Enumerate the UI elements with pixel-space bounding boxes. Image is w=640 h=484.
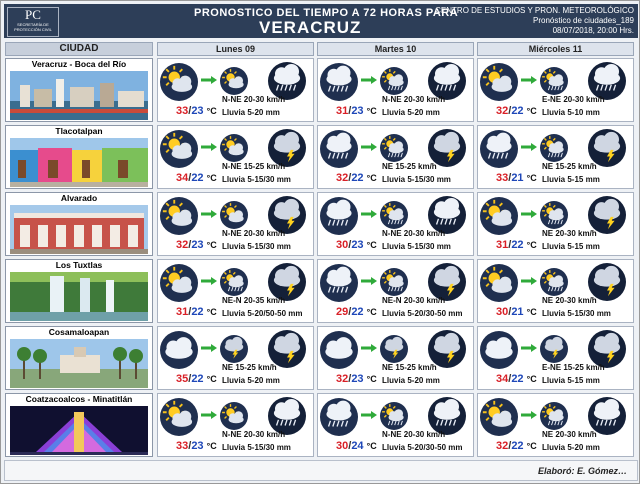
rain-forecast: Lluvia 5-15 mm — [542, 175, 600, 184]
day-header-3: Miércoles 11 — [477, 42, 634, 56]
temp-max: 32 — [496, 440, 509, 452]
sun-cloud-rain-icon — [540, 134, 568, 162]
temperature: 31/22 °C — [496, 239, 537, 251]
temperature: 32/22 °C — [336, 172, 377, 184]
wind-arrow-icon — [521, 210, 537, 218]
city-cell — [5, 125, 153, 189]
day-forecast-cell — [157, 393, 314, 457]
temp-min: 22 — [191, 172, 204, 184]
temp-unit: °C — [366, 173, 377, 183]
rain-forecast: Lluvia 5-15 mm — [542, 242, 600, 251]
wind-arrow-icon — [361, 143, 377, 151]
header-bar — [4, 4, 638, 38]
temp-unit: °C — [526, 173, 537, 183]
day-forecast-cell — [317, 259, 474, 323]
temp-unit: °C — [206, 173, 217, 183]
wind-forecast: E-NE 15-25 km/h — [542, 363, 605, 372]
wind-arrow-icon — [521, 411, 537, 419]
sun-cloud-rain-icon — [220, 268, 248, 296]
temp-min: 22 — [511, 440, 524, 452]
day-forecast-cell — [157, 125, 314, 189]
sun-cloud-rain-icon — [540, 402, 568, 430]
logo-subtext: SECRETARÍA DE PROTECCIÓN CIVIL — [14, 22, 52, 32]
wind-arrow-icon — [361, 277, 377, 285]
temp-unit: °C — [526, 106, 537, 116]
sun-cloud-rain-icon — [380, 402, 408, 430]
temperature: 35/22 °C — [176, 373, 217, 385]
temp-max: 31 — [496, 239, 509, 251]
city-name: Cosamaloapan — [48, 327, 110, 337]
sun-cloud-icon — [160, 130, 198, 168]
sun-cloud-icon — [220, 402, 248, 430]
city-name: Tlacotalpan — [55, 126, 103, 136]
sun-cloud-icon — [220, 134, 248, 162]
temp-min: 23 — [351, 105, 364, 117]
day-forecast-cell — [157, 259, 314, 323]
temp-unit: °C — [366, 374, 377, 384]
city-name: Alvarado — [60, 193, 98, 203]
temp-unit: °C — [366, 106, 377, 116]
temp-unit: °C — [526, 374, 537, 384]
temp-unit: °C — [206, 374, 217, 384]
cloud-rain-icon — [320, 130, 358, 168]
temp-unit: °C — [366, 307, 377, 317]
wind-arrow-icon — [521, 277, 537, 285]
temp-unit: °C — [206, 441, 217, 451]
day-forecast-cell — [157, 58, 314, 122]
temp-max: 31 — [336, 105, 349, 117]
temperature: 34/22 °C — [176, 172, 217, 184]
day-forecast-cell — [317, 192, 474, 256]
rain-forecast: Lluvia 5-10 mm — [542, 108, 600, 117]
day-forecast-cell — [317, 58, 474, 122]
temperature: 33/21 °C — [496, 172, 537, 184]
wind-arrow-icon — [361, 76, 377, 84]
author-credit: Elaboró: E. Gómez… — [537, 466, 627, 476]
temp-unit: °C — [526, 240, 537, 250]
wind-forecast: NE 15-25 km/h — [382, 363, 437, 372]
city-name: Veracruz - Boca del Río — [31, 59, 127, 69]
wind-forecast: NE 15-25 km/h — [542, 162, 597, 171]
city-cell — [5, 393, 153, 457]
temp-min: 23 — [191, 105, 204, 117]
temp-min: 23 — [191, 239, 204, 251]
wind-arrow-icon — [521, 344, 537, 352]
temperature: 31/23 °C — [336, 105, 377, 117]
sun-cloud-icon — [220, 201, 248, 229]
temperature: 30/23 °C — [336, 239, 377, 251]
temp-unit: °C — [366, 441, 377, 451]
wind-forecast: N-NE 20-30 km/h — [382, 430, 446, 439]
sun-cloud-rain-icon — [380, 268, 408, 296]
wind-forecast: NE 20-30 km/h — [542, 296, 597, 305]
day-forecast-cell — [317, 326, 474, 390]
temperature: 30/24 °C — [336, 440, 377, 452]
temp-max: 33 — [176, 440, 189, 452]
sun-cloud-icon — [480, 264, 518, 302]
temp-unit: °C — [526, 441, 537, 451]
day-forecast-cell — [477, 259, 634, 323]
day-header-1: Lunes 09 — [157, 42, 314, 56]
temp-min: 22 — [511, 105, 524, 117]
wind-arrow-icon — [521, 143, 537, 151]
rain-forecast: Lluvia 5-15/30 mm — [382, 242, 451, 251]
rain-forecast: Lluvia 5-20 mm — [382, 376, 440, 385]
wind-arrow-icon — [361, 411, 377, 419]
temp-max: 30 — [496, 306, 509, 318]
wind-forecast: NE 20-30 km/h — [542, 430, 597, 439]
wind-arrow-icon — [361, 210, 377, 218]
cloud-storm-icon — [220, 335, 248, 363]
institution-name: CENTRO DE ESTUDIOS Y PRON. METEOROLÓGICO — [435, 6, 634, 15]
day-forecast-cell — [157, 326, 314, 390]
wind-forecast: N-NE 20-30 km/h — [382, 95, 446, 104]
temp-min: 23 — [351, 239, 364, 251]
wind-forecast: NE 15-25 km/h — [382, 162, 437, 171]
temp-unit: °C — [366, 240, 377, 250]
temp-min: 21 — [511, 306, 524, 318]
day-forecast-cell — [477, 125, 634, 189]
issue-datetime: 08/07/2018, 20:00 Hrs. — [552, 26, 634, 35]
rain-forecast: Lluvia 5-20/50-50 mm — [222, 309, 303, 318]
cloud-storm-icon — [380, 335, 408, 363]
rain-forecast: Lluvia 5-20/30-50 mm — [382, 443, 463, 452]
sun-cloud-icon — [160, 197, 198, 235]
city-cell — [5, 259, 153, 323]
temperature: 34/22 °C — [496, 373, 537, 385]
rain-forecast: Lluvia 5-20 mm — [222, 376, 280, 385]
temp-max: 30 — [336, 239, 349, 251]
temp-max: 30 — [336, 440, 349, 452]
temp-max: 33 — [496, 172, 509, 184]
wind-arrow-icon — [201, 210, 217, 218]
temp-unit: °C — [206, 240, 217, 250]
day-header-2: Martes 10 — [317, 42, 474, 56]
sun-cloud-rain-icon — [540, 67, 568, 95]
cloud-rain-icon — [320, 197, 358, 235]
sun-cloud-icon — [480, 197, 518, 235]
wind-arrow-icon — [201, 344, 217, 352]
rain-forecast: Lluvia 5-15/30 mm — [222, 242, 291, 251]
wind-arrow-icon — [201, 76, 217, 84]
wind-forecast: E-NE 20-30 km/h — [542, 95, 605, 104]
temp-min: 22 — [191, 306, 204, 318]
temperature: 29/22 °C — [336, 306, 377, 318]
temperature: 32/22 °C — [496, 440, 537, 452]
temp-min: 23 — [191, 440, 204, 452]
sun-cloud-rain-icon — [540, 268, 568, 296]
cloud-rain-icon — [480, 130, 518, 168]
temp-min: 22 — [511, 373, 524, 385]
institution-info — [435, 6, 634, 36]
colorful-houses-photo — [10, 138, 148, 187]
wind-arrow-icon — [361, 344, 377, 352]
waterfall-photo — [10, 272, 148, 321]
temp-max: 32 — [336, 373, 349, 385]
cloud-rain-icon — [320, 398, 358, 436]
temp-unit: °C — [206, 106, 217, 116]
sun-cloud-rain-icon — [540, 201, 568, 229]
sun-cloud-icon — [220, 67, 248, 95]
rain-forecast: Lluvia 5-15/30 mm — [542, 309, 611, 318]
temp-max: 31 — [176, 306, 189, 318]
day-forecast-cell — [477, 393, 634, 457]
temp-unit: °C — [526, 307, 537, 317]
sun-cloud-icon — [160, 63, 198, 101]
plaza-palms-photo — [10, 339, 148, 388]
city-cell — [5, 58, 153, 122]
rain-forecast: Lluvia 5-20 mm — [382, 108, 440, 117]
sun-cloud-rain-icon — [380, 134, 408, 162]
temp-max: 32 — [176, 239, 189, 251]
wind-forecast: NE-N 20-30 km/h — [382, 296, 446, 305]
wind-forecast: NE 20-30 km/h — [542, 229, 597, 238]
day-forecast-cell — [157, 192, 314, 256]
temperature: 33/23 °C — [176, 440, 217, 452]
cloud-storm-icon — [540, 335, 568, 363]
sun-cloud-icon — [480, 398, 518, 436]
rain-forecast: Lluvia 5-20 mm — [222, 108, 280, 117]
day-forecast-cell — [477, 58, 634, 122]
day-forecast-cell — [317, 125, 474, 189]
port-city-photo — [10, 71, 148, 120]
wind-forecast: NE 15-25 km/h — [222, 363, 277, 372]
wind-forecast: N-NE 15-25 km/h — [222, 162, 286, 171]
bulletin-id: Pronóstico de ciudades_189 — [533, 16, 634, 25]
arcade-building-photo — [10, 205, 148, 254]
partly-cloudy-icon — [160, 331, 198, 369]
temperature: 30/21 °C — [496, 306, 537, 318]
wind-forecast: N-NE 20-30 km/h — [222, 95, 286, 104]
temp-max: 35 — [176, 373, 189, 385]
rain-forecast: Lluvia 5-15/30 mm — [222, 175, 291, 184]
day-forecast-cell — [317, 393, 474, 457]
rain-forecast: Lluvia 5-15/30 mm — [382, 175, 451, 184]
temperature: 33/23 °C — [176, 105, 217, 117]
lit-pyramid-photo — [10, 406, 148, 455]
temp-max: 34 — [496, 373, 509, 385]
day-forecast-cell — [477, 192, 634, 256]
temperature: 31/22 °C — [176, 306, 217, 318]
rain-forecast: Lluvia 5-20 mm — [542, 443, 600, 452]
sun-cloud-icon — [480, 63, 518, 101]
logo-text: PC — [25, 7, 41, 22]
city-column-header: CIUDAD — [5, 42, 153, 56]
temp-max: 32 — [336, 172, 349, 184]
sun-cloud-icon — [160, 264, 198, 302]
temp-max: 29 — [336, 306, 349, 318]
wind-forecast: N-NE 20-30 km/h — [222, 430, 286, 439]
title-line-2: VERACRUZ — [259, 18, 362, 37]
wind-arrow-icon — [521, 76, 537, 84]
city-cell — [5, 326, 153, 390]
temp-max: 32 — [496, 105, 509, 117]
wind-arrow-icon — [201, 411, 217, 419]
temp-min: 22 — [511, 239, 524, 251]
temperature: 32/23 °C — [176, 239, 217, 251]
temp-max: 33 — [176, 105, 189, 117]
sun-cloud-rain-icon — [380, 201, 408, 229]
partly-cloudy-icon — [480, 331, 518, 369]
wind-forecast: N-NE 20-30 km/h — [222, 229, 286, 238]
rain-forecast: Lluvia 5-15 mm — [542, 376, 600, 385]
wind-arrow-icon — [201, 277, 217, 285]
wind-forecast: NE-N 20-35 km/h — [222, 296, 286, 305]
temp-min: 23 — [351, 373, 364, 385]
sun-cloud-icon — [160, 398, 198, 436]
temp-max: 34 — [176, 172, 189, 184]
temp-min: 22 — [351, 306, 364, 318]
city-cell — [5, 192, 153, 256]
city-name: Los Tuxtlas — [55, 260, 103, 270]
temperature: 32/22 °C — [496, 105, 537, 117]
cloud-rain-icon — [320, 264, 358, 302]
temp-min: 22 — [191, 373, 204, 385]
temp-min: 24 — [351, 440, 364, 452]
city-name: Coatzacoalcos - Minatitlán — [25, 394, 133, 404]
day-forecast-cell — [477, 326, 634, 390]
protection-civil-logo — [7, 7, 59, 37]
wind-arrow-icon — [201, 143, 217, 151]
sun-cloud-rain-icon — [380, 67, 408, 95]
cloud-rain-icon — [320, 63, 358, 101]
rain-forecast: Lluvia 5-20/30-50 mm — [382, 309, 463, 318]
temp-unit: °C — [206, 307, 217, 317]
footer-bar — [4, 460, 638, 481]
temperature: 32/23 °C — [336, 373, 377, 385]
temp-min: 21 — [511, 172, 524, 184]
title-line-1: PRONOSTICO DEL TIEMPO A 72 HORAS PARA — [194, 7, 459, 19]
rain-forecast: Lluvia 5-15/30 mm — [222, 443, 291, 452]
partly-cloudy-icon — [320, 331, 358, 369]
wind-forecast: N-NE 20-30 km/h — [382, 229, 446, 238]
temp-min: 22 — [351, 172, 364, 184]
